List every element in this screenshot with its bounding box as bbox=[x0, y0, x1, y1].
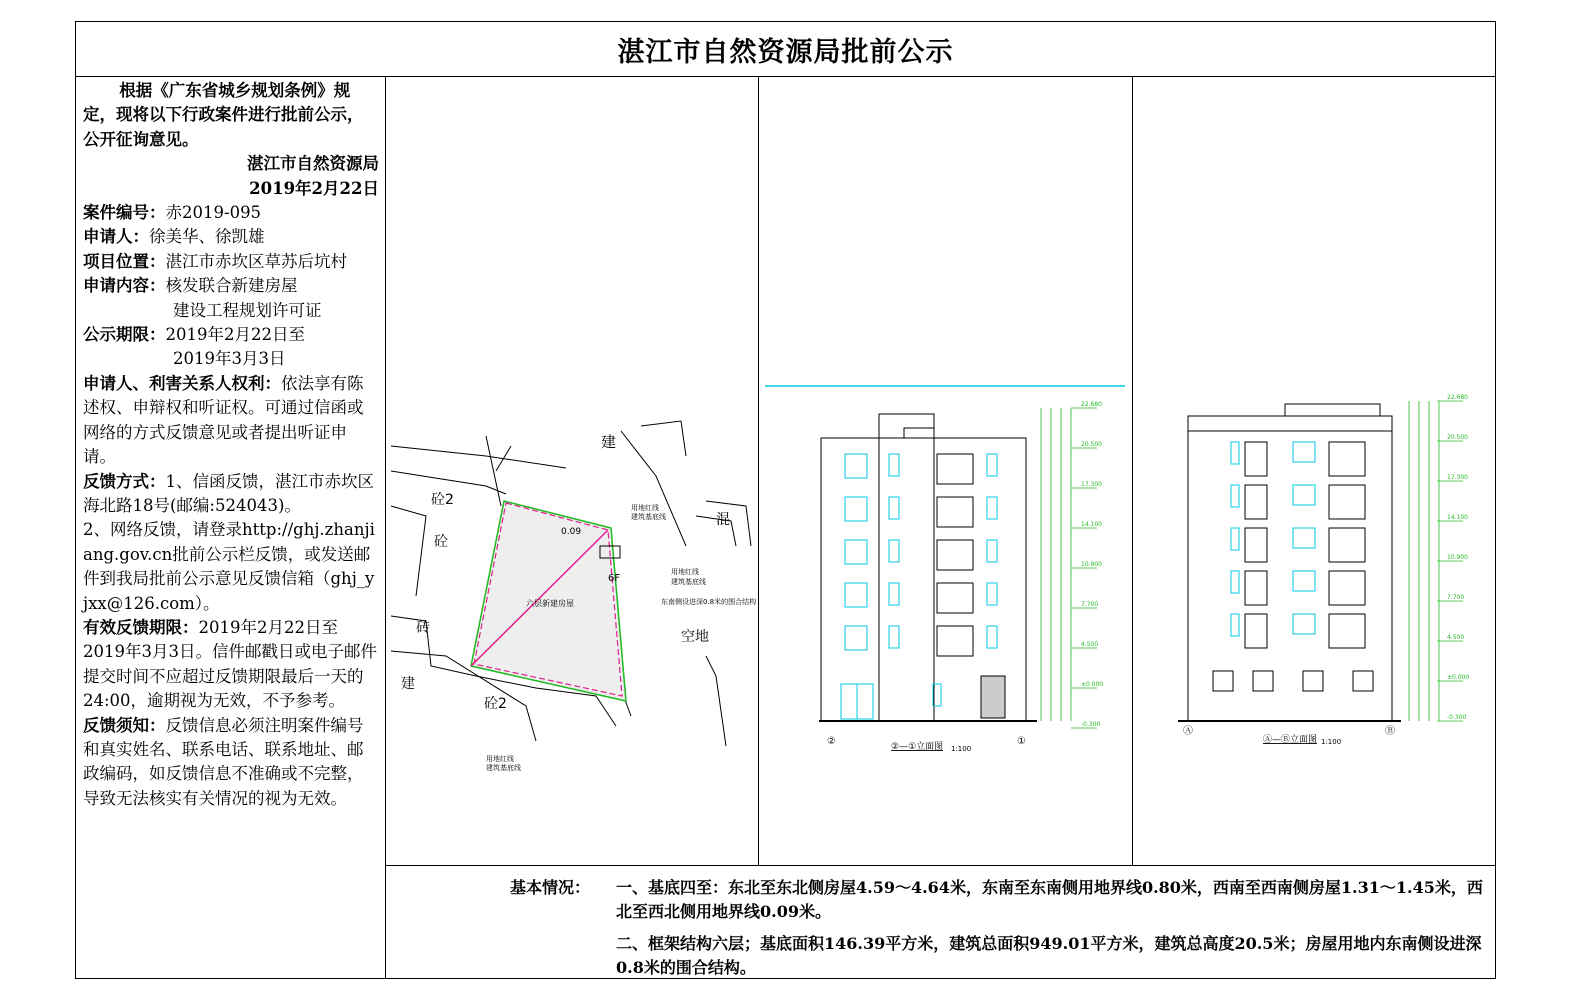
level-label: 20.500 bbox=[1081, 441, 1102, 448]
balcony-icon bbox=[1329, 571, 1365, 605]
level-label: -0.300 bbox=[1447, 714, 1467, 721]
level-label: 22.680 bbox=[1081, 401, 1102, 408]
applicant-label: 申请人： bbox=[83, 227, 149, 247]
site-note-2: 用地红线 bbox=[671, 568, 699, 576]
window-icon bbox=[987, 497, 997, 519]
notice-text: 反馈信息必须注明案件编号和真实姓名、联系电话、联系地址、邮政编码，如反馈信息不准确或不完整，导致无法核实有关情况的视为无效。 bbox=[83, 715, 364, 808]
site-label-0: 建 bbox=[601, 433, 617, 451]
level-label: ±0.000 bbox=[1081, 681, 1104, 688]
level-label: 7.700 bbox=[1447, 594, 1465, 601]
window-icon bbox=[845, 583, 867, 607]
feedback-method-1: 1、信函反馈，湛江市赤坎区海北路18号(邮编:524043)。 bbox=[83, 471, 374, 515]
case-number-row bbox=[83, 201, 379, 225]
content-row bbox=[83, 274, 379, 298]
case-number: 赤2019-095 bbox=[165, 203, 262, 223]
level-label: 17.300 bbox=[1447, 474, 1468, 481]
window-icon bbox=[1231, 485, 1239, 507]
window-icon bbox=[987, 454, 997, 476]
basic-info-p2: 二、框架结构六层；基底面积146.39平方米，建筑总面积949.01平方米，建筑总高度20.5米；房屋用地内东南侧设进深0.8米的围合结构。 bbox=[616, 934, 1482, 977]
rights-label: 申请人、利害关系人权利： bbox=[83, 373, 281, 393]
site-note-7: 0.09 bbox=[561, 527, 582, 537]
elevation-2-1-caption: ②—①立面图 bbox=[891, 742, 944, 752]
feedback-row bbox=[83, 470, 379, 519]
site-label-2: 砼 bbox=[434, 534, 448, 550]
deadline-text: 2019年2月22日至2019年3月3日。信件邮戳日或电子邮件提交时间不应超过反馈期限最后一天的24:00，逾期视为无效，不予参考。 bbox=[83, 617, 377, 711]
balcony-icon bbox=[1245, 614, 1267, 648]
deadline-label: 有效反馈期限： bbox=[83, 617, 199, 637]
feedback-label: 反馈方式： bbox=[83, 471, 166, 491]
elevation-a-b-caption: Ⓐ—Ⓑ立面图 bbox=[1263, 735, 1318, 745]
site-note-0: 用地红线 bbox=[631, 504, 659, 512]
site-note-6: 建筑基底线 bbox=[486, 764, 521, 772]
notice-label: 反馈须知： bbox=[83, 715, 166, 735]
balcony-icon bbox=[1245, 571, 1267, 605]
elevation-2-1-axis-right: ① bbox=[1017, 736, 1026, 747]
elevation-2-1-windows bbox=[845, 454, 997, 706]
level-label: 4.500 bbox=[1447, 634, 1465, 641]
level-label: -0.300 bbox=[1081, 721, 1101, 728]
notice-frame bbox=[75, 21, 1496, 979]
window-icon bbox=[1293, 571, 1315, 591]
site-label-5: 建 bbox=[401, 676, 415, 692]
balcony-icon bbox=[937, 540, 973, 570]
window-icon bbox=[845, 454, 867, 478]
window-icon bbox=[1293, 614, 1315, 634]
basic-info-text bbox=[616, 876, 1486, 988]
level-label: 14.100 bbox=[1081, 521, 1102, 528]
site-label-6: 砼2 bbox=[484, 696, 507, 712]
notice-text-column bbox=[76, 76, 386, 978]
location-label: 项目位置： bbox=[83, 251, 166, 271]
period-line-1: 2019年2月22日至 bbox=[165, 325, 305, 345]
deadline-row bbox=[83, 616, 379, 714]
level-label: 7.700 bbox=[1081, 601, 1099, 608]
window-icon bbox=[1253, 671, 1273, 691]
window-icon bbox=[1353, 671, 1373, 691]
window-icon bbox=[1231, 614, 1239, 636]
basic-info-section bbox=[386, 865, 1496, 980]
site-note-1: 建筑基底线 bbox=[631, 513, 666, 521]
rights-row bbox=[83, 372, 379, 470]
site-label-1: 砼2 bbox=[431, 492, 454, 508]
elevation-a-b-panel bbox=[1133, 76, 1496, 865]
level-label: 4.500 bbox=[1081, 641, 1099, 648]
elevation-a-b-scale: 1:100 bbox=[1321, 738, 1342, 746]
elevation-2-1-axis-left: ② bbox=[827, 736, 836, 747]
site-plan-drawing bbox=[386, 76, 758, 865]
elevation-a-b-axis-right: Ⓑ bbox=[1385, 726, 1395, 737]
balcony-icon bbox=[937, 454, 973, 484]
feedback-method-2: 2、网络反馈，请登录http://ghj.zhanjiang.gov.cn批前公示栏反馈，或发送邮件到我局批前公示意见反馈信箱（ghj_yjxx@126.com）。 bbox=[83, 520, 375, 613]
level-label: 20.500 bbox=[1447, 434, 1468, 441]
window-icon bbox=[987, 583, 997, 605]
site-note-4: 东南侧设进深0.8米的围合结构 bbox=[661, 598, 757, 606]
balcony-icon bbox=[1245, 442, 1267, 476]
balcony-icon bbox=[937, 626, 973, 656]
page-title: 湛江市自然资源局批前公示 bbox=[76, 22, 1495, 77]
basic-info-p1: 一、基底四至：东北至东北侧房屋4.59～4.64米，东南至东南侧用地界线0.80米，西南至西南侧房屋1.31～1.45米，西北至西北侧用地界线0.09米。 bbox=[616, 878, 1483, 921]
window-icon bbox=[889, 540, 899, 562]
level-label: ±0.000 bbox=[1447, 674, 1470, 681]
elevation-2-1-panel bbox=[759, 76, 1133, 865]
period-label: 公示期限： bbox=[83, 325, 166, 345]
applicant: 徐美华、徐凯雄 bbox=[149, 227, 265, 247]
elevation-a-b-axis-left: Ⓐ bbox=[1183, 726, 1193, 737]
elevation-2-1-drawing bbox=[759, 76, 1132, 865]
balcony-icon bbox=[1329, 485, 1365, 519]
issue-date: 2019年2月22日 bbox=[249, 178, 379, 198]
notice-row bbox=[83, 714, 379, 812]
applicant-row bbox=[83, 225, 379, 249]
window-icon bbox=[889, 583, 899, 605]
elevation-a-b-drawing bbox=[1133, 76, 1495, 865]
window-icon bbox=[889, 626, 899, 648]
site-label-7: 空地 bbox=[681, 629, 709, 645]
location: 湛江市赤坎区草苏后坑村 bbox=[165, 251, 347, 271]
window-icon bbox=[1213, 671, 1233, 691]
period-row bbox=[83, 323, 379, 347]
window-icon bbox=[1303, 671, 1323, 691]
window-icon bbox=[1293, 528, 1315, 548]
location-row bbox=[83, 250, 379, 274]
elevation-2-1-scale: 1:100 bbox=[951, 745, 972, 753]
site-label-6f: 6F bbox=[608, 573, 621, 584]
level-label: 14.100 bbox=[1447, 514, 1468, 521]
window-icon bbox=[1293, 442, 1315, 462]
window-icon bbox=[889, 497, 899, 519]
window-icon bbox=[987, 626, 997, 648]
elevation-a-b-levels bbox=[1437, 394, 1469, 721]
site-label-3: 混 bbox=[716, 512, 730, 528]
site-label-building: 六层新建房屋 bbox=[526, 599, 574, 608]
window-icon bbox=[845, 540, 867, 564]
level-label: 10.900 bbox=[1447, 554, 1468, 561]
rights-text: 依法享有陈述权、申辩权和听证权。可通过信函或网络的方式反馈意见或者提出听证申请。 bbox=[83, 373, 364, 467]
level-label: 17.300 bbox=[1081, 481, 1102, 488]
issuer: 湛江市自然资源局 bbox=[247, 154, 379, 174]
window-icon bbox=[845, 497, 867, 521]
window-icon bbox=[889, 454, 899, 476]
site-note-3: 建筑基底线 bbox=[671, 578, 706, 586]
elevation-a-b-windows bbox=[1213, 442, 1373, 691]
basic-info-label: 基本情况： bbox=[510, 878, 591, 897]
balcony-icon bbox=[1245, 528, 1267, 562]
balcony-icon bbox=[937, 497, 973, 527]
window-icon bbox=[1231, 442, 1239, 464]
window-icon bbox=[1231, 571, 1239, 593]
level-label: 22.680 bbox=[1447, 394, 1468, 401]
level-label: 10.900 bbox=[1081, 561, 1102, 568]
site-note-5: 用地红线 bbox=[486, 755, 514, 763]
content-line-1: 核发联合新建房屋 bbox=[165, 276, 298, 296]
balcony-icon bbox=[1245, 485, 1267, 519]
balcony-icon bbox=[937, 583, 973, 613]
content-label: 申请内容： bbox=[83, 276, 166, 296]
case-number-label: 案件编号： bbox=[83, 203, 166, 223]
balcony-icon bbox=[1329, 442, 1365, 476]
intro-text: 根据《广东省城乡规划条例》规定，现将以下行政案件进行批前公示，公开征询意见。 bbox=[83, 81, 364, 149]
content-line-2: 建设工程规划许可证 bbox=[173, 300, 322, 320]
period-line-2: 2019年3月3日 bbox=[173, 349, 286, 369]
elevation-2-1-levels bbox=[1071, 401, 1103, 728]
window-icon bbox=[1293, 485, 1315, 505]
site-label-4: 砖 bbox=[416, 620, 430, 636]
window-icon bbox=[845, 626, 867, 650]
site-plan-panel bbox=[386, 76, 759, 865]
window-icon bbox=[1231, 528, 1239, 550]
window-icon bbox=[987, 540, 997, 562]
balcony-icon bbox=[1329, 528, 1365, 562]
balcony-icon bbox=[1329, 614, 1365, 648]
